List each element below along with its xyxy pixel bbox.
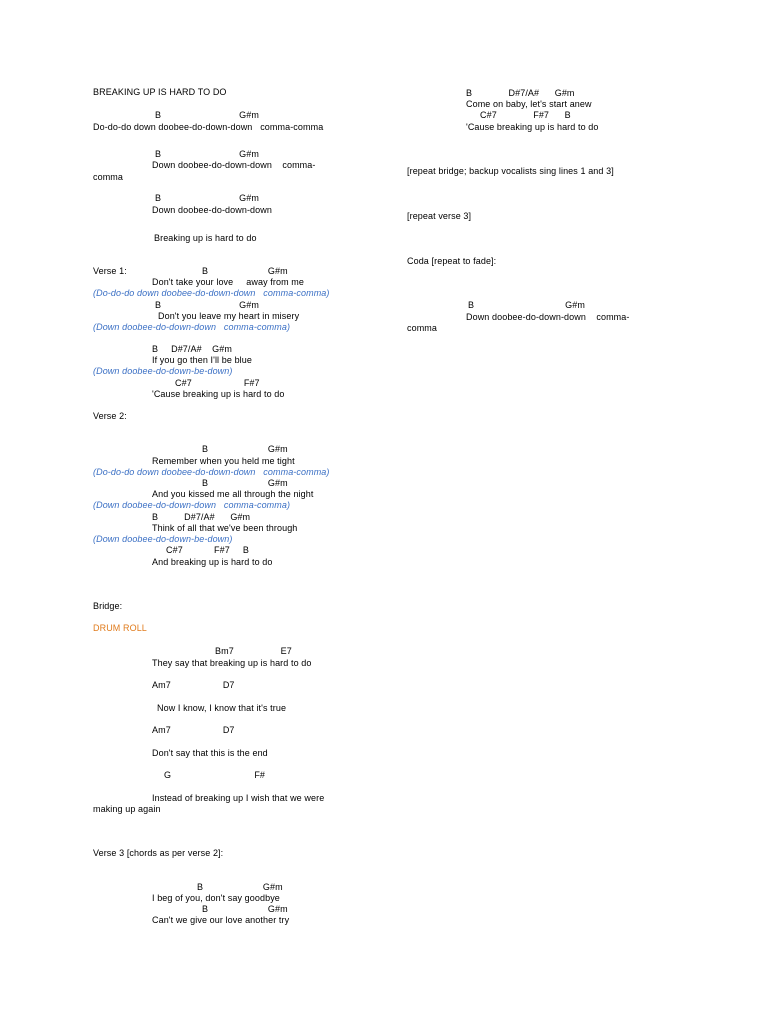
bridge-lyric-2: Now I know, I know that it's true xyxy=(157,703,287,713)
bridge-chords-2: Am7 D7 xyxy=(152,680,235,690)
intro-chords-1: B G#m xyxy=(155,110,259,120)
bridge-lyric-3: Don't say that this is the end xyxy=(152,748,268,758)
verse1-chords-3: B D#7/A# G#m xyxy=(152,344,232,354)
verse3-chords-1: B G#m xyxy=(197,882,283,892)
bridge-lyric-1: They say that breaking up is hard to do xyxy=(152,658,312,668)
intro-chords-3: B G#m xyxy=(155,193,259,203)
verse3-label: Verse 3 [chords as per verse 2]: xyxy=(93,848,224,858)
bridge-chords-3: Am7 D7 xyxy=(152,725,235,735)
verse2-backing-1: (Do-do-do down doobee-do-down-down comma-comma) xyxy=(93,467,330,477)
bridge-lyric-4b: making up again xyxy=(93,804,161,814)
verse2-label: Verse 2: xyxy=(93,411,127,421)
verse1-lyric-2: Don't you leave my heart in misery xyxy=(158,311,300,321)
verse2-chords-1: B G#m xyxy=(202,444,288,454)
intro-lyric-4: Breaking up is hard to do xyxy=(154,233,257,243)
bridge-chords-1: Bm7 E7 xyxy=(215,646,292,656)
verse1-backing-1: (Do-do-do down doobee-do-down-down comma-comma) xyxy=(93,288,330,298)
intro-lyric-1: Do-do-do down doobee-do-down-down comma-comma xyxy=(93,122,324,132)
repeat-verse3: [repeat verse 3] xyxy=(407,211,472,221)
verse3-lyric-3: Come on baby, let's start anew xyxy=(466,99,592,109)
verse1-chords-4: C#7 F#7 xyxy=(175,378,260,388)
verse1-lyric-1: Don't take your love away from me xyxy=(152,277,304,287)
verse2-lyric-2: And you kissed me all through the night xyxy=(152,489,314,499)
verse3-lyric-4: 'Cause breaking up is hard to do xyxy=(466,122,599,132)
intro-lyric-3: Down doobee-do-down-down xyxy=(152,205,272,215)
verse1-lyric-4: 'Cause breaking up is hard to do xyxy=(152,389,285,399)
verse2-chords-2: B G#m xyxy=(202,478,288,488)
verse1-lyric-3: If you go then I'll be blue xyxy=(152,355,252,365)
bridge-chords-4: G F# xyxy=(164,770,266,780)
verse2-backing-3: (Down doobee-do-down-be-down) xyxy=(93,534,233,544)
verse3-chords-3: B D#7/A# G#m xyxy=(466,88,575,98)
verse3-lyric-2: Can't we give our love another try xyxy=(152,915,290,925)
verse3-lyric-1: I beg of you, don't say goodbye xyxy=(152,893,280,903)
verse2-chords-3: B D#7/A# G#m xyxy=(152,512,251,522)
verse1-backing-3: (Down doobee-do-down-be-down) xyxy=(93,366,233,376)
verse1-backing-2: (Down doobee-do-down-down comma-comma) xyxy=(93,322,291,332)
intro-lyric-2b: comma xyxy=(93,172,124,182)
verse3-chords-4: C#7 F#7 B xyxy=(480,110,571,120)
intro-lyric-2: Down doobee-do-down-down comma- xyxy=(152,160,316,170)
verse2-backing-2: (Down doobee-do-down-down comma-comma) xyxy=(93,500,291,510)
coda-lyric-b: comma xyxy=(407,323,438,333)
verse3-chords-2: B G#m xyxy=(202,904,288,914)
verse2-lyric-3: Think of all that we've been through xyxy=(152,523,298,533)
bridge-label: Bridge: xyxy=(93,601,123,611)
bridge-cue: DRUM ROLL xyxy=(93,623,147,633)
bridge-lyric-4: Instead of breaking up I wish that we were xyxy=(152,793,325,803)
coda-label: Coda [repeat to fade]: xyxy=(407,256,497,266)
intro-chords-2: B G#m xyxy=(155,149,259,159)
verse2-chords-4: C#7 F#7 B xyxy=(166,545,249,555)
coda-lyric: Down doobee-do-down-down comma- xyxy=(466,312,630,322)
verse2-lyric-4: And breaking up is hard to do xyxy=(152,557,273,567)
coda-chords: B G#m xyxy=(468,300,585,310)
repeat-bridge: [repeat bridge; backup vocalists sing lines 1 and 3] xyxy=(407,166,614,176)
title: BREAKING UP IS HARD TO DO xyxy=(93,87,227,97)
verse2-lyric-1: Remember when you held me tight xyxy=(152,456,295,466)
verse1-chords-1: B G#m xyxy=(202,266,288,276)
verse1-chords-2: B G#m xyxy=(155,300,259,310)
verse1-label: Verse 1: xyxy=(93,266,127,276)
